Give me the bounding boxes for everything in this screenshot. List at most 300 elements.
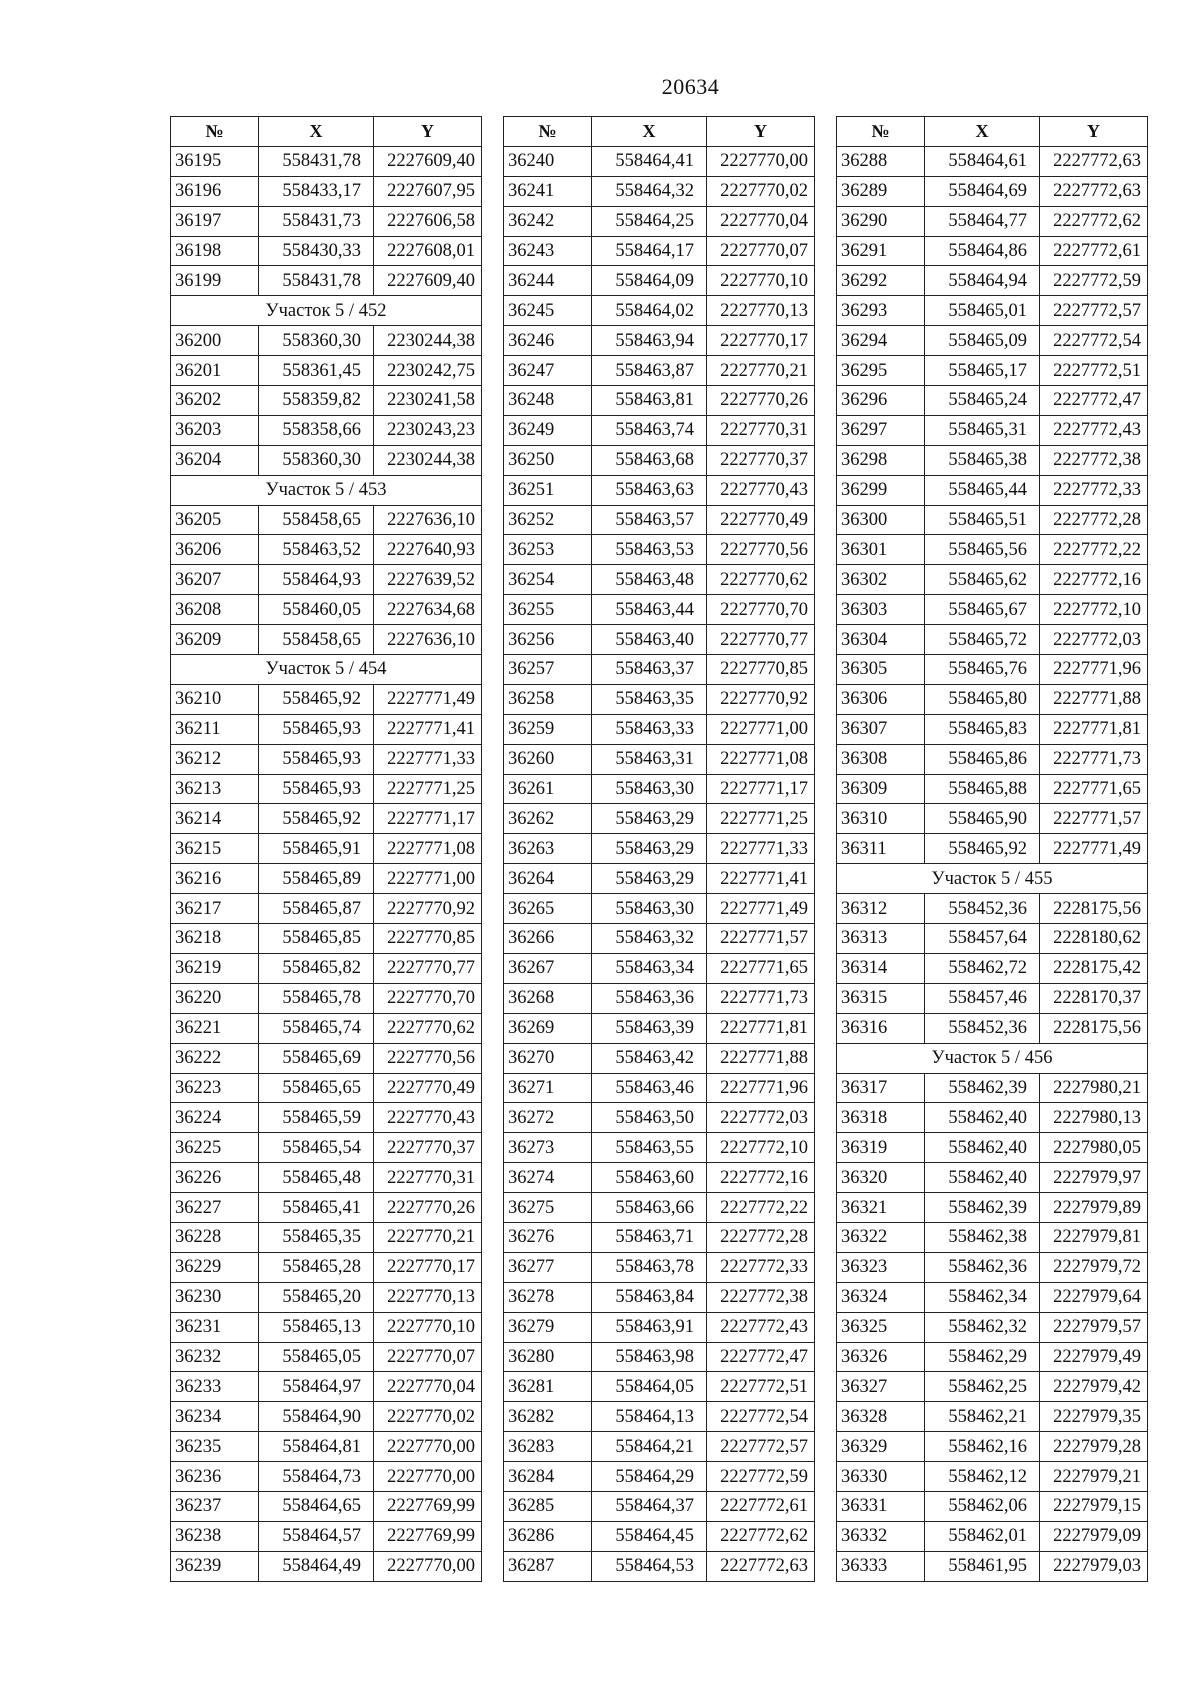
y-coordinate-cell: 2227770,02 [707,176,815,206]
point-number-cell: 36256 [504,625,592,655]
y-coordinate-cell: 2227770,21 [374,1222,482,1252]
table-row [171,356,482,386]
point-number-cell: 36226 [171,1163,259,1193]
table-row [837,1491,1148,1521]
x-coordinate-cell: 558463,34 [592,953,707,983]
y-coordinate-cell: 2227771,00 [707,714,815,744]
point-number-cell: 36225 [171,1133,259,1163]
point-number-cell: 36270 [504,1043,592,1073]
x-coordinate-cell: 558462,36 [925,1252,1040,1282]
table-row [171,1163,482,1193]
table-row [171,1491,482,1521]
y-coordinate-cell: 2227770,17 [374,1252,482,1282]
y-coordinate-cell: 2227771,57 [1040,804,1148,834]
point-number-cell: 36203 [171,415,259,445]
y-coordinate-cell: 2227770,04 [374,1372,482,1402]
point-number-cell: 36300 [837,505,925,535]
y-coordinate-cell: 2227770,10 [707,266,815,296]
point-number-cell: 36230 [171,1282,259,1312]
point-number-cell: 36318 [837,1103,925,1133]
table-row [504,326,815,356]
table-row [171,744,482,774]
table-row [171,625,482,655]
point-number-cell: 36307 [837,714,925,744]
section-label: Участок 5 / 452 [171,296,482,326]
table-row [504,1372,815,1402]
x-coordinate-cell: 558360,30 [259,326,374,356]
y-coordinate-cell: 2227772,62 [1040,206,1148,236]
point-number-cell: 36224 [171,1103,259,1133]
x-coordinate-cell: 558464,90 [259,1402,374,1432]
point-number-cell: 36303 [837,595,925,625]
table-row [504,475,815,505]
table-row [837,924,1148,954]
y-coordinate-cell: 2227770,62 [374,1013,482,1043]
table-row [837,714,1148,744]
y-coordinate-cell: 2227979,89 [1040,1193,1148,1223]
y-coordinate-cell: 2227772,38 [707,1282,815,1312]
point-number-cell: 36325 [837,1312,925,1342]
x-coordinate-cell: 558465,24 [925,386,1040,416]
table-row [504,1133,815,1163]
x-coordinate-cell: 558463,60 [592,1163,707,1193]
point-number-cell: 36297 [837,415,925,445]
table-row [837,445,1148,475]
x-coordinate-cell: 558464,32 [592,176,707,206]
header-num: № [837,117,925,147]
point-number-cell: 36209 [171,625,259,655]
table-row [504,864,815,894]
section-row [171,655,482,685]
y-coordinate-cell: 2227770,77 [374,953,482,983]
table-row [504,1043,815,1073]
y-coordinate-cell: 2227772,63 [707,1551,815,1581]
x-coordinate-cell: 558463,52 [259,535,374,565]
y-coordinate-cell: 2230242,75 [374,356,482,386]
point-number-cell: 36266 [504,924,592,954]
y-coordinate-cell: 2227770,26 [374,1193,482,1223]
y-coordinate-cell: 2227772,63 [1040,176,1148,206]
point-number-cell: 36242 [504,206,592,236]
y-coordinate-cell: 2227772,33 [1040,475,1148,505]
point-number-cell: 36327 [837,1372,925,1402]
y-coordinate-cell: 2227639,52 [374,565,482,595]
table-row [171,804,482,834]
point-number-cell: 36195 [171,146,259,176]
point-number-cell: 36218 [171,924,259,954]
x-coordinate-cell: 558465,80 [925,684,1040,714]
x-coordinate-cell: 558464,45 [592,1521,707,1551]
x-coordinate-cell: 558465,35 [259,1222,374,1252]
table-row [504,415,815,445]
y-coordinate-cell: 2227979,72 [1040,1252,1148,1282]
table-row [504,1222,815,1252]
point-number-cell: 36204 [171,445,259,475]
table-row [837,296,1148,326]
x-coordinate-cell: 558465,93 [259,774,374,804]
section-row [171,296,482,326]
table-row [837,1252,1148,1282]
y-coordinate-cell: 2227771,33 [374,744,482,774]
x-coordinate-cell: 558462,39 [925,1193,1040,1223]
y-coordinate-cell: 2227771,96 [1040,655,1148,685]
table-row [504,1282,815,1312]
point-number-cell: 36219 [171,953,259,983]
y-coordinate-cell: 2227772,28 [1040,505,1148,535]
x-coordinate-cell: 558464,29 [592,1462,707,1492]
x-coordinate-cell: 558463,71 [592,1222,707,1252]
y-coordinate-cell: 2227770,56 [707,535,815,565]
point-number-cell: 36326 [837,1342,925,1372]
point-number-cell: 36208 [171,595,259,625]
x-coordinate-cell: 558464,25 [592,206,707,236]
point-number-cell: 36260 [504,744,592,774]
table-row [171,1551,482,1581]
table-row [837,386,1148,416]
y-coordinate-cell: 2227771,81 [1040,714,1148,744]
table-row [837,146,1148,176]
table-row [837,1312,1148,1342]
point-number-cell: 36298 [837,445,925,475]
y-coordinate-cell: 2227772,22 [707,1193,815,1223]
y-coordinate-cell: 2227770,56 [374,1043,482,1073]
table-row [837,326,1148,356]
y-coordinate-cell: 2227979,15 [1040,1491,1148,1521]
y-coordinate-cell: 2227769,99 [374,1521,482,1551]
x-coordinate-cell: 558463,46 [592,1073,707,1103]
point-number-cell: 36309 [837,774,925,804]
x-coordinate-cell: 558465,05 [259,1342,374,1372]
table-row [504,266,815,296]
point-number-cell: 36247 [504,356,592,386]
point-number-cell: 36257 [504,655,592,685]
table-row [504,714,815,744]
y-coordinate-cell: 2227979,21 [1040,1462,1148,1492]
x-coordinate-cell: 558465,90 [925,804,1040,834]
x-coordinate-cell: 558465,20 [259,1282,374,1312]
y-coordinate-cell: 2227979,42 [1040,1372,1148,1402]
point-number-cell: 36222 [171,1043,259,1073]
header-x: X [592,117,707,147]
x-coordinate-cell: 558465,92 [259,804,374,834]
table-row [837,266,1148,296]
point-number-cell: 36279 [504,1312,592,1342]
table-row [171,1043,482,1073]
table-row [171,535,482,565]
table-row [171,953,482,983]
x-coordinate-cell: 558464,81 [259,1432,374,1462]
point-number-cell: 36289 [837,176,925,206]
y-coordinate-cell: 2227770,13 [374,1282,482,1312]
y-coordinate-cell: 2227771,49 [374,684,482,714]
y-coordinate-cell: 2227772,61 [707,1491,815,1521]
point-number-cell: 36291 [837,236,925,266]
x-coordinate-cell: 558463,37 [592,655,707,685]
table-row [837,953,1148,983]
coordinates-table-1 [170,116,482,1582]
x-coordinate-cell: 558465,31 [925,415,1040,445]
point-number-cell: 36211 [171,714,259,744]
point-number-cell: 36231 [171,1312,259,1342]
x-coordinate-cell: 558463,33 [592,714,707,744]
y-coordinate-cell: 2227772,33 [707,1252,815,1282]
table-row [504,146,815,176]
point-number-cell: 36293 [837,296,925,326]
y-coordinate-cell: 2227770,85 [374,924,482,954]
y-coordinate-cell: 2227772,03 [1040,625,1148,655]
y-coordinate-cell: 2227772,59 [1040,266,1148,296]
x-coordinate-cell: 558463,36 [592,983,707,1013]
x-coordinate-cell: 558465,51 [925,505,1040,535]
y-coordinate-cell: 2227771,49 [707,894,815,924]
y-coordinate-cell: 2227634,68 [374,595,482,625]
y-coordinate-cell: 2227771,81 [707,1013,815,1043]
x-coordinate-cell: 558465,17 [925,356,1040,386]
point-number-cell: 36258 [504,684,592,714]
y-coordinate-cell: 2227979,09 [1040,1521,1148,1551]
section-row [171,475,482,505]
table-row [837,894,1148,924]
point-number-cell: 36233 [171,1372,259,1402]
y-coordinate-cell: 2227771,73 [1040,744,1148,774]
point-number-cell: 36239 [171,1551,259,1581]
section-label: Участок 5 / 454 [171,655,482,685]
x-coordinate-cell: 558463,84 [592,1282,707,1312]
x-coordinate-cell: 558465,92 [259,684,374,714]
point-number-cell: 36217 [171,894,259,924]
y-coordinate-cell: 2227772,22 [1040,535,1148,565]
y-coordinate-cell: 2230241,58 [374,386,482,416]
table-row [837,415,1148,445]
y-coordinate-cell: 2227636,10 [374,505,482,535]
y-coordinate-cell: 2227609,40 [374,266,482,296]
point-number-cell: 36237 [171,1491,259,1521]
y-coordinate-cell: 2227772,10 [707,1133,815,1163]
table-row [837,834,1148,864]
y-coordinate-cell: 2227771,88 [707,1043,815,1073]
x-coordinate-cell: 558465,67 [925,595,1040,625]
x-coordinate-cell: 558463,66 [592,1193,707,1223]
table-row [504,1103,815,1133]
table-row [171,595,482,625]
x-coordinate-cell: 558462,39 [925,1073,1040,1103]
table-row [837,1372,1148,1402]
point-number-cell: 36205 [171,505,259,535]
y-coordinate-cell: 2227772,03 [707,1103,815,1133]
y-coordinate-cell: 2227771,96 [707,1073,815,1103]
y-coordinate-cell: 2227770,00 [374,1462,482,1492]
point-number-cell: 36321 [837,1193,925,1223]
x-coordinate-cell: 558464,93 [259,565,374,595]
table-row [837,684,1148,714]
table-row [504,176,815,206]
point-number-cell: 36229 [171,1252,259,1282]
table-row [837,475,1148,505]
y-coordinate-cell: 2228175,56 [1040,1013,1148,1043]
x-coordinate-cell: 558465,76 [925,655,1040,685]
x-coordinate-cell: 558464,57 [259,1521,374,1551]
x-coordinate-cell: 558465,01 [925,296,1040,326]
x-coordinate-cell: 558465,13 [259,1312,374,1342]
y-coordinate-cell: 2227770,07 [707,236,815,266]
table-row [171,1133,482,1163]
y-coordinate-cell: 2227770,85 [707,655,815,685]
table-row [837,236,1148,266]
table-row [504,894,815,924]
point-number-cell: 36252 [504,505,592,535]
y-coordinate-cell: 2227979,49 [1040,1342,1148,1372]
x-coordinate-cell: 558465,93 [259,714,374,744]
y-coordinate-cell: 2227770,00 [374,1551,482,1581]
table-row [837,176,1148,206]
y-coordinate-cell: 2227770,31 [374,1163,482,1193]
y-coordinate-cell: 2227772,54 [1040,326,1148,356]
x-coordinate-cell: 558463,42 [592,1043,707,1073]
point-number-cell: 36254 [504,565,592,595]
y-coordinate-cell: 2227770,00 [374,1432,482,1462]
table-row [171,684,482,714]
y-coordinate-cell: 2227771,65 [1040,774,1148,804]
x-coordinate-cell: 558465,62 [925,565,1040,595]
point-number-cell: 36317 [837,1073,925,1103]
table-row [171,386,482,416]
point-number-cell: 36248 [504,386,592,416]
point-number-cell: 36223 [171,1073,259,1103]
y-coordinate-cell: 2227772,38 [1040,445,1148,475]
point-number-cell: 36265 [504,894,592,924]
x-coordinate-cell: 558465,78 [259,983,374,1013]
y-coordinate-cell: 2227770,37 [707,445,815,475]
point-number-cell: 36244 [504,266,592,296]
x-coordinate-cell: 558430,33 [259,236,374,266]
table-row [171,894,482,924]
table-row [171,565,482,595]
x-coordinate-cell: 558464,86 [925,236,1040,266]
y-coordinate-cell: 2230244,38 [374,326,482,356]
x-coordinate-cell: 558463,91 [592,1312,707,1342]
y-coordinate-cell: 2227771,57 [707,924,815,954]
y-coordinate-cell: 2227771,49 [1040,834,1148,864]
y-coordinate-cell: 2227772,54 [707,1402,815,1432]
point-number-cell: 36277 [504,1252,592,1282]
table-row [171,924,482,954]
table-row [837,1282,1148,1312]
y-coordinate-cell: 2227770,31 [707,415,815,445]
y-coordinate-cell: 2227636,10 [374,625,482,655]
table-row [504,953,815,983]
point-number-cell: 36250 [504,445,592,475]
table-row [504,296,815,326]
table-row [504,1402,815,1432]
x-coordinate-cell: 558464,02 [592,296,707,326]
table-row [837,1342,1148,1372]
y-coordinate-cell: 2227770,70 [707,595,815,625]
point-number-cell: 36280 [504,1342,592,1372]
x-coordinate-cell: 558463,48 [592,565,707,595]
x-coordinate-cell: 558464,13 [592,1402,707,1432]
x-coordinate-cell: 558359,82 [259,386,374,416]
x-coordinate-cell: 558463,32 [592,924,707,954]
point-number-cell: 36330 [837,1462,925,1492]
table-row [171,1462,482,1492]
point-number-cell: 36331 [837,1491,925,1521]
point-number-cell: 36251 [504,475,592,505]
y-coordinate-cell: 2227608,01 [374,236,482,266]
point-number-cell: 36200 [171,326,259,356]
table-row [504,236,815,266]
point-number-cell: 36313 [837,924,925,954]
x-coordinate-cell: 558462,40 [925,1163,1040,1193]
x-coordinate-cell: 558462,29 [925,1342,1040,1372]
x-coordinate-cell: 558463,57 [592,505,707,535]
point-number-cell: 36285 [504,1491,592,1521]
point-number-cell: 36305 [837,655,925,685]
header-num: № [171,117,259,147]
x-coordinate-cell: 558460,05 [259,595,374,625]
header-row [504,117,815,147]
header-y: Y [1040,117,1148,147]
table-row [837,1551,1148,1581]
y-coordinate-cell: 2227770,49 [707,505,815,535]
x-coordinate-cell: 558465,83 [925,714,1040,744]
x-coordinate-cell: 558465,44 [925,475,1040,505]
y-coordinate-cell: 2227772,61 [1040,236,1148,266]
point-number-cell: 36333 [837,1551,925,1581]
x-coordinate-cell: 558463,98 [592,1342,707,1372]
table-row [171,1193,482,1223]
point-number-cell: 36236 [171,1462,259,1492]
table-row [837,774,1148,804]
table-row [171,1013,482,1043]
y-coordinate-cell: 2230243,23 [374,415,482,445]
x-coordinate-cell: 558358,66 [259,415,374,445]
point-number-cell: 36308 [837,744,925,774]
x-coordinate-cell: 558465,72 [925,625,1040,655]
x-coordinate-cell: 558464,49 [259,1551,374,1581]
y-coordinate-cell: 2227772,57 [707,1432,815,1462]
y-coordinate-cell: 2227979,35 [1040,1402,1148,1432]
point-number-cell: 36290 [837,206,925,236]
y-coordinate-cell: 2228180,62 [1040,924,1148,954]
x-coordinate-cell: 558465,82 [259,953,374,983]
header-y: Y [707,117,815,147]
section-label: Участок 5 / 455 [837,864,1148,894]
y-coordinate-cell: 2227772,28 [707,1222,815,1252]
point-number-cell: 36329 [837,1432,925,1462]
point-number-cell: 36259 [504,714,592,744]
table-row [837,1521,1148,1551]
y-coordinate-cell: 2227770,26 [707,386,815,416]
table-row [504,206,815,236]
y-coordinate-cell: 2227770,43 [707,475,815,505]
table-row [837,655,1148,685]
x-coordinate-cell: 558465,74 [259,1013,374,1043]
y-coordinate-cell: 2227769,99 [374,1491,482,1521]
point-number-cell: 36273 [504,1133,592,1163]
point-number-cell: 36284 [504,1462,592,1492]
table-row [171,1073,482,1103]
x-coordinate-cell: 558462,40 [925,1103,1040,1133]
y-coordinate-cell: 2227770,13 [707,296,815,326]
table-row [504,1432,815,1462]
y-coordinate-cell: 2227772,51 [1040,356,1148,386]
point-number-cell: 36215 [171,834,259,864]
x-coordinate-cell: 558465,41 [259,1193,374,1223]
page-number: 20634 [661,74,720,99]
y-coordinate-cell: 2227607,95 [374,176,482,206]
table-row [504,655,815,685]
table-row [504,684,815,714]
